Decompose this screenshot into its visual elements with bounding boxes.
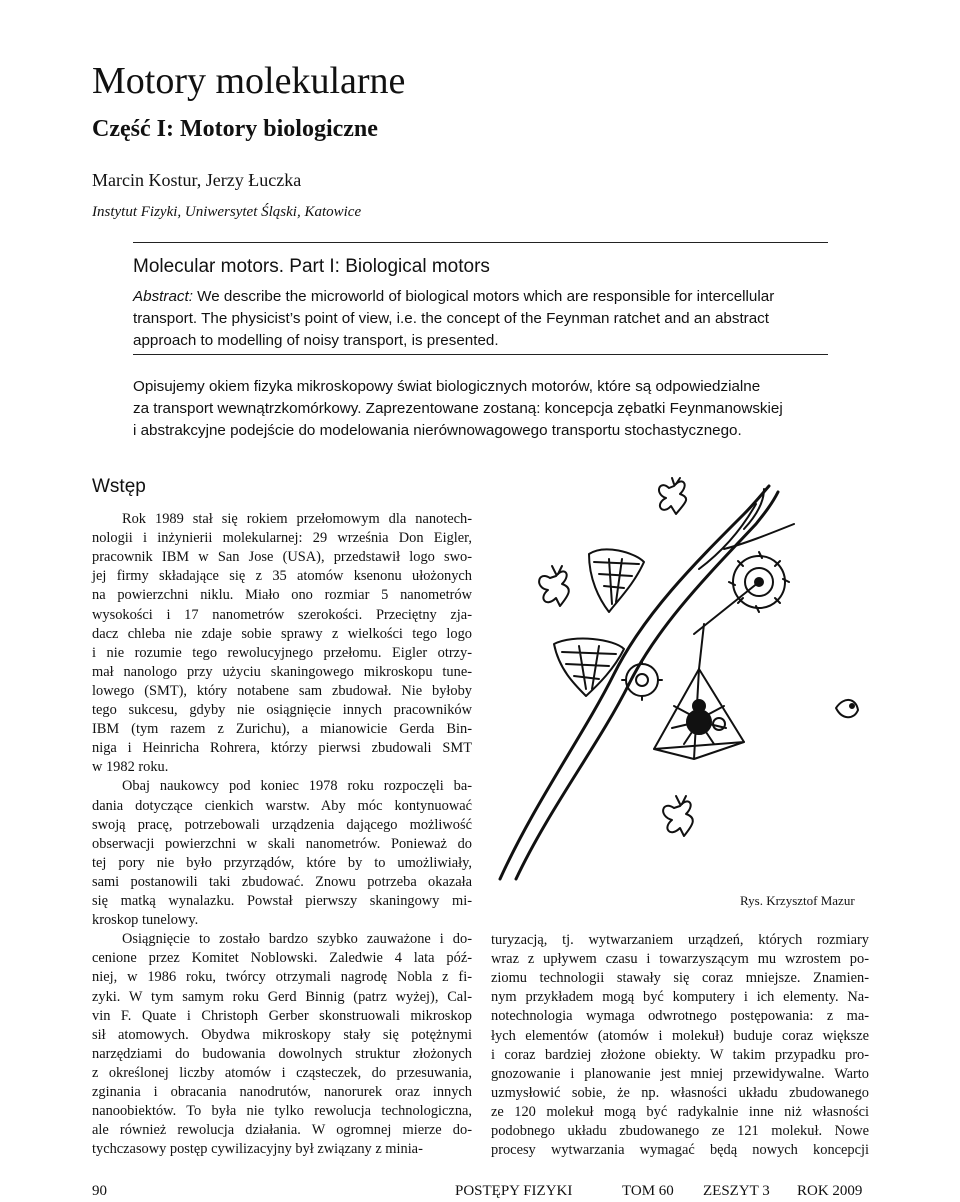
caterpillar-icon — [836, 700, 858, 717]
body-text-line: dania dotyczące cienkich warstw. Aby móc kontynuować — [92, 797, 472, 814]
body-text-line: zginania i obracania nanodrutów, nanorurek oraz innych — [92, 1084, 472, 1100]
body-text-line: niga i Heinricha Rohrera, którzy pierwsi zbudowali SMT — [92, 740, 472, 757]
body-text-line: dacz chleba nie zdaje sobie sprawy z wielkości tego logo — [92, 625, 472, 642]
body-text-line: swoją pracę, potrzebowali urządzenia dającego możliwość — [92, 816, 472, 833]
body-text-line: na powierzchni niklu. Miało ono rozmiar 5 nanometrów — [92, 587, 472, 604]
body-text-line: ze 120 molekuł mogą być radykalnie inne niż własności — [491, 1103, 869, 1120]
english-abstract-line: transport. The physicist’s point of view, i.e. the concept of the Feynman ratchet and an abstract — [133, 310, 769, 327]
butterfly-icon — [663, 796, 693, 836]
affiliation: Instytut Fizyki, Uniwersytet Śląski, Katowice — [92, 204, 362, 220]
body-text-line: tej pory nie było przyrządów, które by to umożliwiały, — [92, 854, 472, 871]
body-text-line: Rok 1989 stał się rokiem przełomowym dla nanotech- — [122, 511, 472, 527]
hanging-string — [699, 624, 704, 669]
body-text-line: Osiągnięcie to zostało bardzo szybko zauważone i do- — [122, 931, 472, 948]
body-text-line: tego sukcesu, gdyby nie osiągnięcie innych pracowników — [92, 702, 472, 718]
english-abstract-line — [133, 286, 774, 308]
body-text-line: kroskop tunelowy. — [92, 912, 199, 929]
flower-icon — [622, 660, 662, 700]
section-heading: Wstęp — [92, 476, 146, 497]
body-text-line: się matką wynalazku. Powstał pierwszy skaningowy mi- — [92, 893, 472, 909]
journal-issue: ZESZYT 3 — [703, 1183, 770, 1199]
body-text-line: sił atomowych. Obydwa mikroskopy stały się potężnymi — [92, 1026, 472, 1043]
journal-volume: TOM 60 — [622, 1183, 674, 1199]
body-text-line: sami postanowili taki zbudować. Znowu potrzeba okazała — [92, 873, 472, 890]
body-text-line: lowego (SMT), który notabene sam zbudował. Nie byłoby — [92, 682, 472, 699]
body-text-line: wraz z upływem czasu i towarzyszącym mu wzrostem po- — [491, 951, 869, 968]
body-text-line: tychczasowy postęp cywilizacyjny był związany z minia- — [92, 1141, 423, 1158]
body-text-line: IBM (tym razem z Zurichu), a mianowicie Gerda Bin- — [92, 721, 472, 738]
body-text-line: z określonej liczby atomów i cząsteczek, do przesuwania, — [92, 1064, 472, 1081]
body-text-line: i coraz bardziej złożone obiekty. W takim przypadku pro- — [491, 1046, 869, 1063]
authors: Marcin Kostur, Jerzy Łuczka — [92, 170, 302, 190]
english-abstract-line: approach to modelling of noisy transport, is presented. — [133, 332, 499, 349]
body-text-line: ziomu technologii stawały się coraz mniejsze. Znamien- — [491, 970, 869, 987]
polish-abstract-line: i abstrakcyjne podejście do modelowania nierównowagowego transportu stochastycznego. — [133, 422, 742, 439]
body-text-line: ale również rewolucja działania. W ogromnej mierze do- — [92, 1122, 472, 1139]
body-text-line: cenione przez Komitet Noblowski. Zaledwie 4 lata póź- — [92, 950, 472, 967]
polish-abstract-line: za transport wewnątrzkomórkowy. Zaprezentowane zostaną: koncepcja zębatki Feynmanowskiej — [133, 400, 783, 417]
body-text-line: obserwacji powierzchni w skali nanometrów. Ponieważ do — [92, 835, 472, 852]
body-text-line: procesy wytwarzania wymagać będą nowych koncepcji — [491, 1142, 869, 1159]
abstract-top-rule — [133, 242, 828, 243]
spider-icon — [672, 700, 726, 744]
body-text-line: vin F. Quate i Christoph Gerber skonstruowali mikroskop — [92, 1007, 472, 1024]
journal-year: ROK 2009 — [797, 1183, 863, 1199]
body-text-line: narzędziami do budowania dowolnych struktur złożonych — [92, 1045, 472, 1062]
tree-branch — [516, 492, 778, 879]
body-text-line: w 1982 roku. — [92, 759, 169, 776]
english-abstract-text: We describe the microworld of biological motors which are responsible for intercellular — [192, 288, 775, 305]
body-text-line: nym przykładem mogą być komputery i ich elementy. Na- — [491, 989, 869, 1006]
illustration — [494, 474, 874, 886]
body-text-line: nanoobiektów. To była nie tylko rewolucja technologiczna, — [92, 1103, 472, 1120]
smiley-icon — [713, 718, 725, 730]
body-text-line: wysokości i 17 nanometrów szerokości. Przeciętny zja- — [92, 606, 472, 623]
tree-branch — [500, 486, 769, 879]
polish-abstract-line: Opisujemy okiem fizyka mikroskopowy świat biologicznych motorów, które są odpowiedzialne — [133, 378, 761, 395]
body-text-line: nologii i inżynierii molekularnej: 29 września Don Eigler, — [92, 530, 472, 547]
article-subtitle: Część I: Motory biologiczne — [92, 116, 378, 142]
journal-name: POSTĘPY FIZYKI — [455, 1183, 573, 1199]
body-text-line: i nie rozumie tego rewolucyjnego przełomu. Eigler otrzy- — [92, 644, 472, 661]
body-text-line: Obaj naukowcy pod koniec 1978 roku rozpoczęli ba- — [122, 778, 472, 795]
body-text-line: niej, w 1986 roku, twórcy otrzymali nagrodę Nobla z fi- — [92, 969, 472, 986]
leaf-net-icon — [554, 639, 624, 696]
abstract-bottom-rule — [133, 354, 828, 355]
body-text-line: turyzacją, tj. wytwarzaniem urządzeń, których rozmiary — [491, 932, 869, 948]
body-text-line: gnozowanie i planowanie jest mniej przewidywalne. Warto — [491, 1065, 869, 1082]
body-text-line: mał nanologo przy użyciu skaningowego mikroskopu tune- — [92, 663, 472, 680]
body-text-line: podobnego układu zbudowanego ze 121 molekuł. Nowe — [491, 1123, 869, 1139]
butterfly-icon — [659, 478, 686, 514]
body-text-line: zyki. W tym samym roku Gerd Binnig (patrz wyżej), Cal- — [92, 988, 472, 1005]
body-text-line: jej firmy składające się z 35 atomów ksenonu ułożonych — [92, 568, 472, 585]
body-text-line: notechnologia wymaga odwrotnego postępowania: z ma- — [491, 1008, 869, 1025]
body-text-line: uzmysłowić sobie, że np. własności układu zbudowanego — [491, 1084, 869, 1101]
article-title: Motory molekularne — [92, 60, 406, 102]
leaf-net-icon — [589, 549, 644, 612]
body-text-line: łych elementów (atomów i molekuł) buduje coraz większe — [491, 1027, 869, 1044]
abstract-label: Abstract: — [133, 288, 193, 305]
english-title: Molecular motors. Part I: Biological motors — [133, 256, 490, 277]
butterfly-icon — [539, 566, 569, 606]
body-text-line: pracownik IBM w San Jose (USA), przedstawił logo swo- — [92, 549, 472, 566]
figure-caption: Rys. Krzysztof Mazur — [740, 893, 855, 908]
page-number: 90 — [92, 1183, 107, 1199]
